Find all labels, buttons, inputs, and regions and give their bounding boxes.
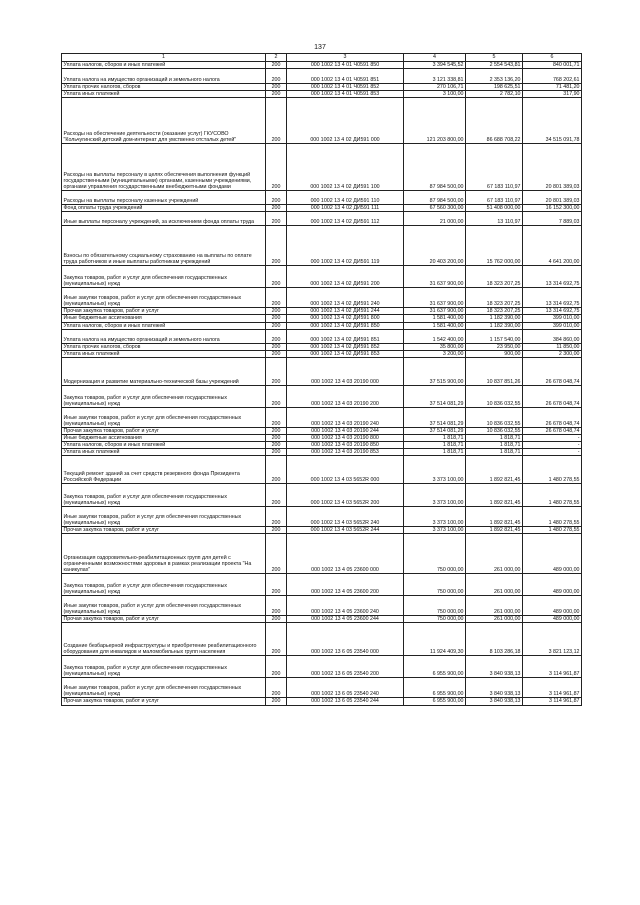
executed-amount-cell: 18 323 207,25 [466, 288, 523, 308]
row-name-cell: Иные закупки товаров, работ и услуг для обеспечения государственных (муниципальных) нужд [62, 596, 266, 616]
budget-code-cell: 000 1002 13 4 02 ДИ591 119 [287, 226, 404, 266]
column-number: 3 [287, 54, 404, 62]
unexecuted-amount-cell: 13 314 692,75 [523, 308, 582, 315]
approved-amount-cell: 37 514 081,29 [404, 427, 466, 434]
row-name-cell: Прочая закупка товаров, работ и услуг [62, 527, 266, 534]
row-name-cell: Иные закупки товаров, работ и услуг для обеспечения государственных (муниципальных) нужд [62, 678, 266, 698]
budget-code-cell: 000 1002 13 4 01 Ч0591 852 [287, 84, 404, 91]
executed-amount-cell: 2 353 136,20 [466, 69, 523, 84]
row-name-cell: Уплата налогов, сборов и иных платежей [62, 322, 266, 329]
executed-amount-cell: 1 182 390,00 [466, 315, 523, 322]
budget-code-cell: 000 1002 13 4 03 5652R 244 [287, 527, 404, 534]
row-name-cell: Закупка товаров, работ и услуг для обеспечения государственных (муниципальных) нужд [62, 656, 266, 678]
approved-amount-cell: 1 818,71 [404, 442, 466, 449]
approved-amount-cell: 3 394 545,52 [404, 62, 466, 69]
executed-amount-cell: 1 892 821,45 [466, 484, 523, 507]
approved-amount-cell: 21 000,00 [404, 212, 466, 226]
table-row [62, 574, 582, 596]
budget-code-cell: 000 1002 13 4 02 ДИ591 110 [287, 191, 404, 205]
row-name-cell: Прочая закупка товаров, работ и услуг [62, 616, 266, 623]
unexecuted-amount-cell: 26 678 048,74 [523, 427, 582, 434]
unexecuted-amount-cell: 11 850,00 [523, 343, 582, 350]
budget-code-cell: 000 1002 13 4 03 20190 850 [287, 442, 404, 449]
admin-code-cell: 200 [266, 527, 287, 534]
row-name-cell: Иные закупки товаров, работ и услуг для обеспечения государственных (муниципальных) нужд [62, 407, 266, 427]
unexecuted-amount-cell: 3 821 123,12 [523, 623, 582, 656]
approved-amount-cell: 121 203 800,00 [404, 98, 466, 144]
budget-code-cell: 000 1002 13 6 05 23540 244 [287, 698, 404, 705]
executed-amount-cell: 1 892 821,45 [466, 507, 523, 527]
row-name-cell: Прочая закупка товаров, работ и услуг [62, 698, 266, 705]
row-name-cell: Уплата иных платежей [62, 91, 266, 98]
budget-code-cell: 000 1002 13 4 02 ДИ591 852 [287, 343, 404, 350]
table-row [62, 427, 582, 434]
column-number: 1 [62, 54, 266, 62]
row-name-cell: Прочая закупка товаров, работ и услуг [62, 427, 266, 434]
unexecuted-amount-cell: 7 889,03 [523, 212, 582, 226]
admin-code-cell: 200 [266, 507, 287, 527]
budget-code-cell: 000 1002 13 4 01 Ч0591 851 [287, 69, 404, 84]
executed-amount-cell: 10 836 032,55 [466, 407, 523, 427]
budget-code-cell: 000 1002 13 4 03 20190 853 [287, 449, 404, 456]
approved-amount-cell: 3 100,00 [404, 91, 466, 98]
admin-code-cell: 200 [266, 266, 287, 288]
budget-code-cell: 000 1002 13 4 02 ДИ591 853 [287, 350, 404, 357]
executed-amount-cell: 261 000,00 [466, 534, 523, 574]
admin-code-cell: 200 [266, 616, 287, 623]
approved-amount-cell: 87 984 500,00 [404, 144, 466, 191]
admin-code-cell: 200 [266, 442, 287, 449]
approved-amount-cell: 37 514 081,29 [404, 407, 466, 427]
row-name-cell: Прочая закупка товаров, работ и услуг [62, 308, 266, 315]
admin-code-cell: 200 [266, 343, 287, 350]
table-row [62, 350, 582, 357]
approved-amount-cell: 31 637 900,00 [404, 308, 466, 315]
table-row [62, 534, 582, 574]
table-row [62, 288, 582, 308]
page-number: 137 [314, 44, 326, 51]
executed-amount-cell: 67 183 110,97 [466, 144, 523, 191]
table-row [62, 656, 582, 678]
row-name-cell: Иные закупки товаров, работ и услуг для обеспечения государственных (муниципальных) нужд [62, 507, 266, 527]
budget-code-cell: 000 1002 13 4 02 ДИ591 800 [287, 315, 404, 322]
admin-code-cell: 200 [266, 385, 287, 407]
budget-code-cell: 000 1002 13 4 03 20190 240 [287, 407, 404, 427]
column-number: 6 [523, 54, 582, 62]
executed-amount-cell: 10 836 032,55 [466, 385, 523, 407]
table-row [62, 623, 582, 656]
table-row [62, 407, 582, 427]
unexecuted-amount-cell: 399 010,00 [523, 315, 582, 322]
column-number: 4 [404, 54, 466, 62]
table-row [62, 62, 582, 69]
approved-amount-cell: 35 800,00 [404, 343, 466, 350]
approved-amount-cell: 3 121 338,81 [404, 69, 466, 84]
row-name-cell: Расходы на выплаты персоналу казенных учреждений [62, 191, 266, 205]
row-name-cell: Взносы по обязательному социальному страхованию на выплаты по оплате труда работников и иные выплаты работникам учреждений [62, 226, 266, 266]
admin-code-cell: 200 [266, 449, 287, 456]
table-row [62, 266, 582, 288]
budget-code-cell: 000 1002 13 4 03 20190 000 [287, 357, 404, 385]
unexecuted-amount-cell: 1 480 278,55 [523, 527, 582, 534]
row-name-cell: Расходы на обеспечение деятельности (оказание услуг) ГКУСОВО "Кольчугинский детский дом-интернат для умственно отсталых детей" [62, 98, 266, 144]
executed-amount-cell: 1 818,71 [466, 449, 523, 456]
unexecuted-amount-cell: 489 000,00 [523, 534, 582, 574]
unexecuted-amount-cell: 16 152 300,00 [523, 205, 582, 212]
table-row [62, 212, 582, 226]
admin-code-cell: 200 [266, 407, 287, 427]
table-row [62, 322, 582, 329]
unexecuted-amount-cell: 489 000,00 [523, 574, 582, 596]
budget-code-cell: 000 1002 13 4 02 ДИ591 850 [287, 322, 404, 329]
unexecuted-amount-cell: 3 114 961,87 [523, 656, 582, 678]
approved-amount-cell: 1 818,71 [404, 434, 466, 441]
executed-amount-cell: 1 157 540,00 [466, 329, 523, 343]
table-row [62, 596, 582, 616]
table-row [62, 456, 582, 484]
admin-code-cell: 200 [266, 350, 287, 357]
unexecuted-amount-cell: 2 300,00 [523, 350, 582, 357]
admin-code-cell: 200 [266, 656, 287, 678]
approved-amount-cell: 31 637 900,00 [404, 288, 466, 308]
approved-amount-cell: 1 542 400,00 [404, 329, 466, 343]
admin-code-cell: 200 [266, 357, 287, 385]
unexecuted-amount-cell: 13 314 692,75 [523, 288, 582, 308]
row-name-cell: Текущий ремонт зданий за счет средств резервного фонда Президента Российской Федерации [62, 456, 266, 484]
admin-code-cell: 200 [266, 191, 287, 205]
table-row [62, 205, 582, 212]
approved-amount-cell: 31 637 900,00 [404, 266, 466, 288]
table-row [62, 343, 582, 350]
unexecuted-amount-cell: 384 860,00 [523, 329, 582, 343]
approved-amount-cell: 3 373 100,00 [404, 456, 466, 484]
table-row [62, 84, 582, 91]
admin-code-cell: 200 [266, 623, 287, 656]
row-name-cell: Закупка товаров, работ и услуг для обеспечения государственных (муниципальных) нужд [62, 484, 266, 507]
executed-amount-cell: 23 950,00 [466, 343, 523, 350]
table-row [62, 308, 582, 315]
budget-code-cell: 000 1002 13 4 02 ДИ591 111 [287, 205, 404, 212]
approved-amount-cell: 1 581 400,00 [404, 315, 466, 322]
admin-code-cell: 200 [266, 84, 287, 91]
table-row [62, 191, 582, 205]
approved-amount-cell: 67 560 300,00 [404, 205, 466, 212]
admin-code-cell: 200 [266, 484, 287, 507]
column-number: 2 [266, 54, 287, 62]
unexecuted-amount-cell: 399 010,00 [523, 322, 582, 329]
executed-amount-cell: 8 103 286,18 [466, 623, 523, 656]
approved-amount-cell: 3 373 100,00 [404, 507, 466, 527]
executed-amount-cell: 10 836 032,55 [466, 427, 523, 434]
row-name-cell: Расходы на выплаты персоналу в целях обеспечения выполнения функций государственными (муниципальными) органами, казенными учреждениями, органами управления государственными внебюджетными фондами [62, 144, 266, 191]
approved-amount-cell: 6 955 900,00 [404, 678, 466, 698]
row-name-cell: Модернизация и развитие материально-технической базы учреждений [62, 357, 266, 385]
admin-code-cell: 200 [266, 98, 287, 144]
admin-code-cell: 200 [266, 329, 287, 343]
budget-execution-table [61, 53, 582, 706]
table-row [62, 698, 582, 705]
budget-code-cell: 000 1002 13 4 02 ДИ591 240 [287, 288, 404, 308]
admin-code-cell: 200 [266, 308, 287, 315]
unexecuted-amount-cell: 1 480 278,55 [523, 507, 582, 527]
executed-amount-cell: 13 110,97 [466, 212, 523, 226]
table-row [62, 616, 582, 623]
budget-code-cell: 000 1002 13 4 02 ДИ591 244 [287, 308, 404, 315]
table-row [62, 385, 582, 407]
approved-amount-cell: 750 000,00 [404, 596, 466, 616]
unexecuted-amount-cell: 1 480 278,55 [523, 456, 582, 484]
row-name-cell: Уплата налогов, сборов и иных платежей [62, 442, 266, 449]
approved-amount-cell: 20 403 200,00 [404, 226, 466, 266]
approved-amount-cell: 3 373 100,00 [404, 527, 466, 534]
approved-amount-cell: 750 000,00 [404, 616, 466, 623]
budget-code-cell: 000 1002 13 4 02 ДИ591 112 [287, 212, 404, 226]
budget-code-cell: 000 1002 13 4 02 ДИ591 100 [287, 144, 404, 191]
budget-code-cell: 000 1002 13 4 05 23600 000 [287, 534, 404, 574]
executed-amount-cell: 3 840 938,13 [466, 678, 523, 698]
row-name-cell: Иные выплаты персоналу учреждений, за исключением фонда оплаты труда [62, 212, 266, 226]
unexecuted-amount-cell: 26 678 048,74 [523, 385, 582, 407]
executed-amount-cell: 3 840 938,13 [466, 656, 523, 678]
budget-code-cell: 000 1002 13 4 02 ДИ591 200 [287, 266, 404, 288]
executed-amount-cell: 1 182 390,00 [466, 322, 523, 329]
table-row [62, 442, 582, 449]
executed-amount-cell: 51 408 000,00 [466, 205, 523, 212]
row-name-cell: Закупка товаров, работ и услуг для обеспечения государственных (муниципальных) нужд [62, 266, 266, 288]
approved-amount-cell: 37 514 081,29 [404, 385, 466, 407]
row-name-cell: Уплата иных платежей [62, 449, 266, 456]
budget-code-cell: 000 1002 13 4 05 23600 244 [287, 616, 404, 623]
row-name-cell: Организация оздоровительно-реабилитационных групп для детей с ограниченными возможностями здоровья в рамках реализации проекта "На каникулах" [62, 534, 266, 574]
approved-amount-cell: 270 106,71 [404, 84, 466, 91]
unexecuted-amount-cell: - [523, 434, 582, 441]
executed-amount-cell: 261 000,00 [466, 574, 523, 596]
unexecuted-amount-cell: 768 202,61 [523, 69, 582, 84]
budget-code-cell: 000 1002 13 4 01 Ч0591 853 [287, 91, 404, 98]
budget-code-cell: 000 1002 13 4 03 20190 244 [287, 427, 404, 434]
table-body [62, 62, 582, 706]
approved-amount-cell: 6 955 900,00 [404, 656, 466, 678]
admin-code-cell: 200 [266, 698, 287, 705]
budget-code-cell: 000 1002 13 4 03 20190 800 [287, 434, 404, 441]
column-number-row [62, 54, 582, 62]
unexecuted-amount-cell: 13 314 692,75 [523, 266, 582, 288]
budget-code-cell: 000 1002 13 4 02 ДИ591 851 [287, 329, 404, 343]
unexecuted-amount-cell: 20 801 389,03 [523, 144, 582, 191]
unexecuted-amount-cell: 26 678 048,74 [523, 407, 582, 427]
table-row [62, 357, 582, 385]
unexecuted-amount-cell: 3 114 961,87 [523, 698, 582, 705]
admin-code-cell: 200 [266, 62, 287, 69]
table-row [62, 144, 582, 191]
unexecuted-amount-cell: 489 000,00 [523, 596, 582, 616]
unexecuted-amount-cell: 26 678 048,74 [523, 357, 582, 385]
unexecuted-amount-cell: 840 001,71 [523, 62, 582, 69]
row-name-cell: Уплата налогов, сборов и иных платежей [62, 62, 266, 69]
admin-code-cell: 200 [266, 205, 287, 212]
budget-code-cell: 000 1002 13 6 05 23540 200 [287, 656, 404, 678]
admin-code-cell: 200 [266, 315, 287, 322]
admin-code-cell: 200 [266, 212, 287, 226]
row-name-cell: Закупка товаров, работ и услуг для обеспечения государственных (муниципальных) нужд [62, 574, 266, 596]
row-name-cell: Уплата налога на имущество организаций и земельного налога [62, 329, 266, 343]
executed-amount-cell: 10 837 851,26 [466, 357, 523, 385]
approved-amount-cell: 11 924 409,30 [404, 623, 466, 656]
row-name-cell: Уплата прочих налогов, сборов [62, 343, 266, 350]
budget-code-cell: 000 1002 13 4 03 20190 200 [287, 385, 404, 407]
table-row [62, 434, 582, 441]
unexecuted-amount-cell: - [523, 449, 582, 456]
approved-amount-cell: 1 581 400,00 [404, 322, 466, 329]
executed-amount-cell: 18 323 207,25 [466, 308, 523, 315]
budget-code-cell: 000 1002 13 4 03 5652R 200 [287, 484, 404, 507]
executed-amount-cell: 86 688 708,22 [466, 98, 523, 144]
executed-amount-cell: 1 892 821,45 [466, 527, 523, 534]
approved-amount-cell: 3 200,00 [404, 350, 466, 357]
unexecuted-amount-cell: 489 000,00 [523, 616, 582, 623]
row-name-cell: Иные бюджетные ассигнования [62, 434, 266, 441]
admin-code-cell: 200 [266, 322, 287, 329]
row-name-cell: Иные бюджетные ассигнования [62, 315, 266, 322]
row-name-cell: Уплата прочих налогов, сборов [62, 84, 266, 91]
unexecuted-amount-cell: 20 801 389,03 [523, 191, 582, 205]
budget-code-cell: 000 1002 13 4 03 5652R 000 [287, 456, 404, 484]
budget-code-cell: 000 1002 13 6 05 23540 000 [287, 623, 404, 656]
admin-code-cell: 200 [266, 144, 287, 191]
approved-amount-cell: 750 000,00 [404, 534, 466, 574]
unexecuted-amount-cell: 34 515 091,78 [523, 98, 582, 144]
unexecuted-amount-cell: 1 480 278,55 [523, 484, 582, 507]
row-name-cell: Уплата иных платежей [62, 350, 266, 357]
admin-code-cell: 200 [266, 91, 287, 98]
approved-amount-cell: 87 984 500,00 [404, 191, 466, 205]
executed-amount-cell: 261 000,00 [466, 596, 523, 616]
unexecuted-amount-cell: 71 481,20 [523, 84, 582, 91]
unexecuted-amount-cell: - [523, 442, 582, 449]
admin-code-cell: 200 [266, 456, 287, 484]
approved-amount-cell: 3 373 100,00 [404, 484, 466, 507]
executed-amount-cell: 2 782,10 [466, 91, 523, 98]
admin-code-cell: 200 [266, 288, 287, 308]
executed-amount-cell: 3 840 938,13 [466, 698, 523, 705]
row-name-cell: Создание безбарьерной инфраструктуры и приобретение реабилитационного оборудования для инвалидов и маломобильных групп населения [62, 623, 266, 656]
admin-code-cell: 200 [266, 534, 287, 574]
table-row [62, 98, 582, 144]
executed-amount-cell: 67 183 110,97 [466, 191, 523, 205]
unexecuted-amount-cell: 4 641 200,00 [523, 226, 582, 266]
budget-code-cell: 000 1002 13 4 05 23600 240 [287, 596, 404, 616]
table-row [62, 91, 582, 98]
executed-amount-cell: 1 818,71 [466, 442, 523, 449]
admin-code-cell: 200 [266, 69, 287, 84]
approved-amount-cell: 37 515 900,00 [404, 357, 466, 385]
executed-amount-cell: 198 625,51 [466, 84, 523, 91]
admin-code-cell: 200 [266, 427, 287, 434]
unexecuted-amount-cell: 3 114 961,87 [523, 678, 582, 698]
row-name-cell: Иные закупки товаров, работ и услуг для обеспечения государственных (муниципальных) нужд [62, 288, 266, 308]
row-name-cell: Уплата налога на имущество организаций и земельного налога [62, 69, 266, 84]
budget-code-cell: 000 1002 13 4 03 5652R 240 [287, 507, 404, 527]
row-name-cell: Закупка товаров, работ и услуг для обеспечения государственных (муниципальных) нужд [62, 385, 266, 407]
admin-code-cell: 200 [266, 574, 287, 596]
budget-code-cell: 000 1002 13 6 05 23540 240 [287, 678, 404, 698]
unexecuted-amount-cell: 317,90 [523, 91, 582, 98]
admin-code-cell: 200 [266, 596, 287, 616]
table-row [62, 484, 582, 507]
executed-amount-cell: 18 323 207,25 [466, 266, 523, 288]
table-row [62, 507, 582, 527]
table-row [62, 226, 582, 266]
table-row [62, 678, 582, 698]
admin-code-cell: 200 [266, 434, 287, 441]
approved-amount-cell: 750 000,00 [404, 574, 466, 596]
executed-amount-cell: 15 762 000,00 [466, 226, 523, 266]
budget-code-cell: 000 1002 13 4 05 23600 200 [287, 574, 404, 596]
executed-amount-cell: 1 818,71 [466, 434, 523, 441]
executed-amount-cell: 261 000,00 [466, 616, 523, 623]
admin-code-cell: 200 [266, 226, 287, 266]
budget-code-cell: 000 1002 13 4 02 ДИ591 000 [287, 98, 404, 144]
row-name-cell: Фонд оплаты труда учреждений [62, 205, 266, 212]
approved-amount-cell: 6 955 900,00 [404, 698, 466, 705]
table-row [62, 69, 582, 84]
approved-amount-cell: 1 818,71 [404, 449, 466, 456]
admin-code-cell: 200 [266, 678, 287, 698]
executed-amount-cell: 2 554 543,81 [466, 62, 523, 69]
column-number: 5 [466, 54, 523, 62]
table-row [62, 315, 582, 322]
executed-amount-cell: 1 892 821,45 [466, 456, 523, 484]
budget-code-cell: 000 1002 13 4 01 Ч0591 850 [287, 62, 404, 69]
table-row [62, 449, 582, 456]
executed-amount-cell: 900,00 [466, 350, 523, 357]
table-row [62, 329, 582, 343]
table-row [62, 527, 582, 534]
